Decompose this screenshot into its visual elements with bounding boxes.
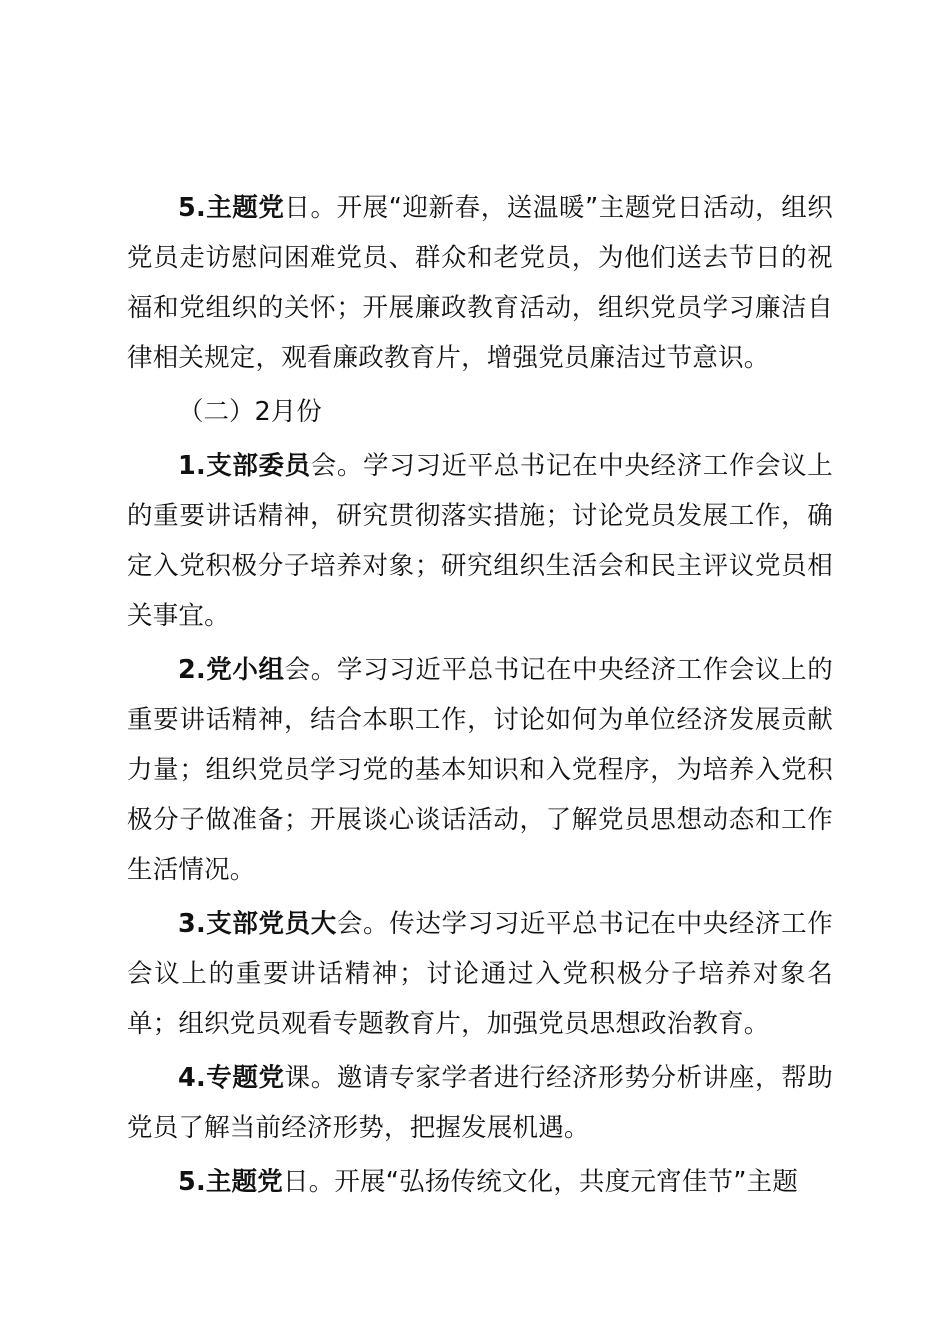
item-text: 会。学习习近平总书记在中央经济工作会议上的重要讲话精神，结合本职工作，讨论如何为单位经济发展贡献力量；组织党员学习党的基本知识和入党程序，为培养入党积极分子做准备；开展谈心谈话活动，了解党员思想动态和工作生活情况。 xyxy=(127,655,834,885)
item-lead: 5.主题党 xyxy=(178,1167,283,1197)
paragraph-item-1 xyxy=(127,441,833,641)
item-text: 日。开展“迎新春，送温暖”主题党日活动，组织党员走访慰问困难党员、群众和老党员，为他们送去节日的祝福和党组织的关怀；开展廉政教育活动，组织党员学习廉洁自律相关规定，观看廉政教育片，增强党员廉洁过节意识。 xyxy=(127,193,834,373)
item-text: 课。邀请专家学者进行经济形势分析讲座，帮助党员了解当前经济形势，把握发展机遇。 xyxy=(127,1063,834,1143)
item-text: 日。开展“弘扬传统文化，共度元宵佳节”主题 xyxy=(282,1167,799,1197)
item-lead: 3.支部党员大 xyxy=(178,909,337,939)
item-lead: 5.主题党 xyxy=(178,193,285,223)
section-heading-february: （二）2月份 xyxy=(178,397,322,427)
document-body xyxy=(127,183,833,1211)
paragraph-item-3 xyxy=(127,899,833,1049)
item-lead: 2.党小组 xyxy=(178,655,285,685)
item-lead: 1.支部委员 xyxy=(178,451,311,481)
item-text: 会。学习习近平总书记在中央经济工作会议上的重要讲话精神，研究贯彻落实措施；讨论党员发展工作，确定入党积极分子培养对象；研究组织生活会和民主评议党员相关事宜。 xyxy=(127,451,833,631)
paragraph-item-4 xyxy=(127,1053,833,1153)
item-lead: 4.专题党 xyxy=(178,1063,285,1093)
item-text: 会。传达学习习近平总书记在中央经济工作会议上的重要讲话精神；讨论通过入党积极分子培养对象名单；组织党员观看专题教育片，加强党员思想政治教育。 xyxy=(127,909,833,1039)
paragraph-item-5-january xyxy=(127,183,833,383)
paragraph-item-2 xyxy=(127,645,833,895)
paragraph-item-5-february xyxy=(127,1157,833,1207)
